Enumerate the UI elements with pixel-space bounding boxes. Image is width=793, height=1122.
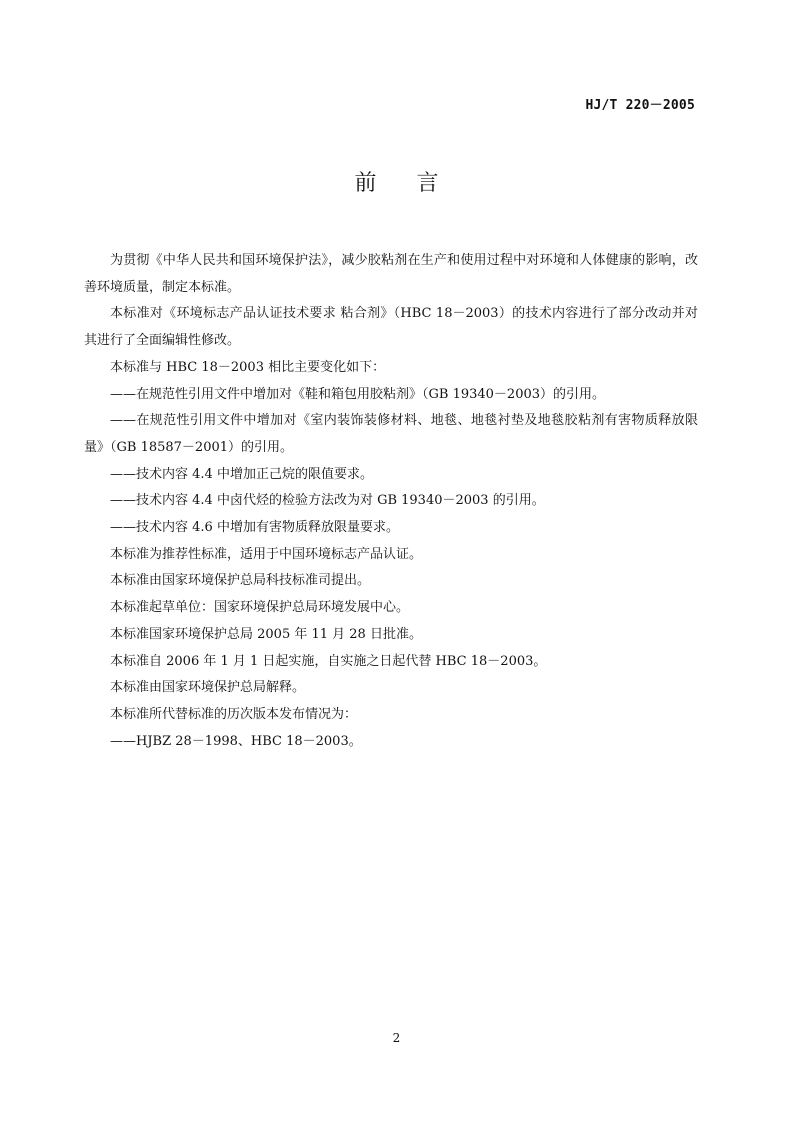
paragraph-effective: 本标准自 2006 年 1 月 1 日起实施，自实施之日起代替 HBC 18－2003。	[110, 653, 547, 669]
title-char-2: 言	[416, 171, 439, 196]
page-title	[0, 166, 793, 197]
foreword-body	[84, 248, 698, 755]
paragraph-changes-intro: 本标准与 HBC 18－2003 相比主要变化如下：	[110, 359, 386, 375]
title-char-1: 前	[354, 171, 377, 196]
change-item: ——在规范性引用文件中增加对《室内装饰装修材料、地毯、地毯衬垫及地毯胶粘剂有害物质释放限量》（GB 18587－2001）的引用。	[84, 413, 698, 455]
paragraph-history-intro: 本标准所代替标准的历次版本发布情况为：	[110, 706, 358, 722]
paragraph-proposer: 本标准由国家环境保护总局科技标准司提出。	[110, 573, 371, 589]
page-number: 2	[392, 1031, 401, 1045]
paragraph-revision: 本标准对《环境标志产品认证技术要求 粘合剂》（HBC 18－2003）的技术内容进行了部分改动并对其进行了全面编辑性修改。	[84, 306, 698, 349]
standard-code: HJ/T 220－2005	[585, 98, 695, 113]
history-item: ——HJBZ 28－1998、HBC 18－2003。	[110, 733, 362, 749]
change-item: ——技术内容 4.4 中卤代烃的检验方法改为对 GB 19340－2003 的引用。	[110, 493, 545, 509]
paragraph-purpose: 为贯彻《中华人民共和国环境保护法》，减少胶粘剂在生产和使用过程中对环境和人体健康的影响，改善环境质量，制定本标准。	[84, 253, 698, 295]
paragraph-approval: 本标准国家环境保护总局 2005 年 11 月 28 日批准。	[110, 626, 422, 642]
change-item: ——技术内容 4.4 中增加正己烷的限值要求。	[110, 466, 373, 482]
paragraph-drafter: 本标准起草单位：国家环境保护总局环境发展中心。	[110, 600, 410, 616]
paragraph-interpretation: 本标准由国家环境保护总局解释。	[110, 680, 306, 696]
change-item: ——技术内容 4.6 中增加有害物质释放限量要求。	[110, 520, 399, 536]
change-item: ——在规范性引用文件中增加对《鞋和箱包用胶粘剂》（GB 19340－2003）的引用。	[110, 386, 606, 402]
paragraph-scope: 本标准为推荐性标准，适用于中国环境标志产品认证。	[110, 546, 423, 562]
